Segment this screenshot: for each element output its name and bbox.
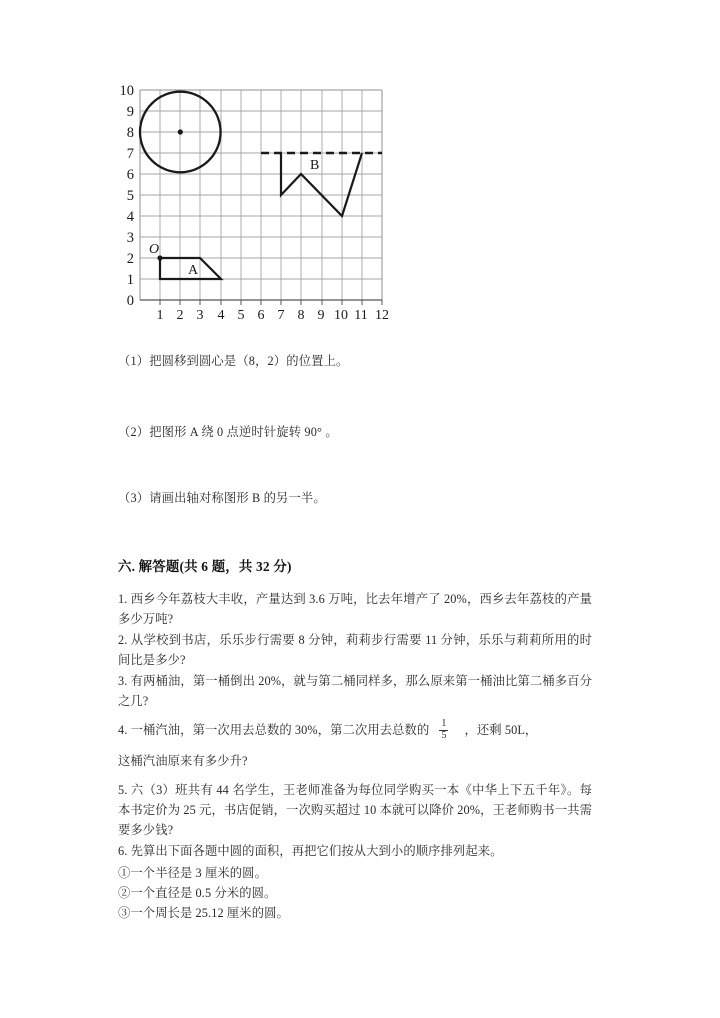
y-tick-6: 6 (126, 167, 134, 183)
x-tick-3: 3 (196, 308, 204, 323)
y-tick-2: 2 (126, 251, 134, 267)
shape-b-label: B (310, 158, 320, 173)
problem-3: 3. 有两桶油，第一桶倒出 20%，就与第二桶同样多，那么原来第一桶油比第二桶多百分之几? (118, 674, 592, 709)
problem-4 (118, 720, 592, 742)
problem-6-item-3: ③一个周长是 25.12 厘米的圆。 (118, 905, 289, 920)
sub-question-1: （1）把圆移到圆心是（8，2）的位置上。 (118, 354, 349, 368)
problem-4-text-after: ，还剩 50L， (464, 723, 538, 738)
x-tick-9: 9 (317, 308, 325, 323)
x-tick-5: 5 (237, 308, 245, 323)
origin-label-o: O (149, 242, 160, 257)
problem-list (118, 589, 592, 923)
problem-6-items (118, 863, 592, 923)
fraction-one-fifth (439, 719, 448, 741)
y-tick-1: 1 (126, 272, 134, 288)
sub-question-3: （3）请画出轴对称图形 B 的另一半。 (118, 491, 326, 505)
x-tick-7: 7 (277, 308, 285, 323)
y-tick-0: 0 (126, 293, 134, 309)
fraction-denominator: 5 (441, 729, 447, 741)
x-tick-1: 1 (156, 308, 164, 323)
x-tick-6: 6 (257, 308, 265, 323)
y-tick-5: 5 (126, 188, 134, 204)
problem-1: 1. 西乡今年荔枝大丰收，产量达到 3.6 万吨，比去年增产了 20%，西乡去年荔枝的产量多少万吨? (118, 592, 592, 627)
y-tick-10: 10 (119, 83, 134, 99)
y-tick-8: 8 (126, 125, 134, 141)
y-tick-7: 7 (126, 146, 134, 162)
coordinate-grid-figure (108, 78, 408, 323)
shape-b-polyline (281, 153, 362, 216)
x-tick-12: 12 (375, 308, 389, 323)
y-tick-3: 3 (126, 230, 134, 246)
fraction-numerator: 1 (441, 718, 447, 730)
y-tick-9: 9 (126, 104, 134, 120)
coordinate-grid-svg (108, 78, 408, 323)
section-heading: 六. 解答题(共 6 题，共 32 分) (118, 559, 292, 574)
x-tick-2: 2 (176, 308, 184, 323)
problem-4-text-before: 4. 一桶汽油，第一次用去总数的 30%，第二次用去总数的 (118, 723, 430, 738)
x-tick-8: 8 (297, 308, 305, 323)
x-tick-10: 10 (334, 308, 348, 323)
problem-6: 6. 先算出下面各题中圆的面积，再把它们按从大到小的顺序排列起来。 (118, 844, 503, 859)
x-tick-4: 4 (217, 308, 225, 323)
problem-6-item-2: ②一个直径是 0.5 分米的圆。 (118, 885, 277, 900)
problem-5: 5. 六（3）班共有 44 名学生，王老师准备为每位同学购买一本《中华上下五千年》。每本书定价为 25 元，书店促销，一次购买超过 10 本就可以降价 20%，王老师购书一共需要多少钱? (118, 783, 592, 838)
grid-lines (140, 90, 382, 300)
sub-question-2: （2）把图形 A 绕 0 点逆时针旋转 90° 。 (118, 425, 338, 439)
x-axis-ticks (160, 300, 382, 305)
shape-a-label: A (188, 263, 199, 278)
problem-6-item-1: ①一个半径是 3 厘米的圆。 (118, 865, 267, 880)
problem-4-line2: 这桶汽油原来有多少升? (118, 754, 248, 769)
x-tick-11: 11 (354, 308, 368, 323)
problem-2: 2. 从学校到书店，乐乐步行需要 8 分钟，莉莉步行需要 11 分钟，乐乐与莉莉所用的时间比是多少? (118, 633, 592, 668)
y-tick-4: 4 (126, 209, 134, 225)
